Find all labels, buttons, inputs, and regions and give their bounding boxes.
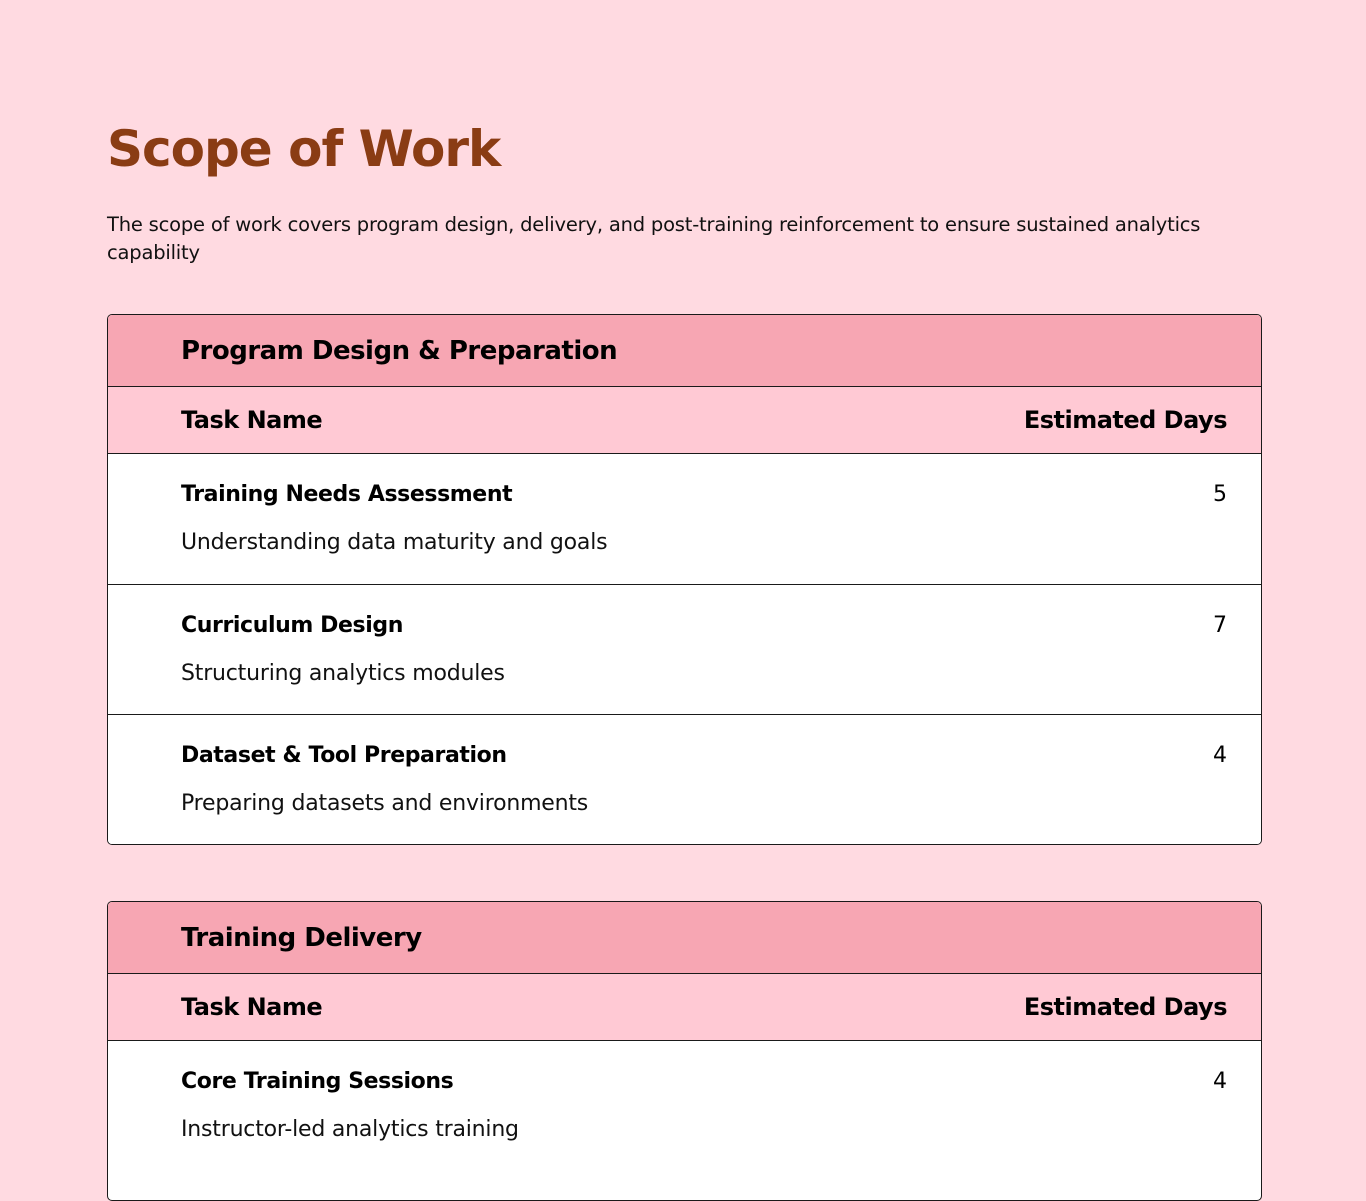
- task-days: 4: [1213, 743, 1227, 768]
- task-description: Preparing datasets and environments: [181, 791, 589, 816]
- task-row: [108, 1041, 1261, 1172]
- task-days: 5: [1213, 482, 1227, 507]
- task-description: Structuring analytics modules: [181, 660, 505, 686]
- task-days: 7: [1213, 612, 1227, 638]
- task-name: Core Training Sessions: [181, 1069, 454, 1094]
- section-title: Program Design & Preparation: [108, 315, 1261, 387]
- column-header-task-name: Task Name: [181, 993, 323, 1021]
- task-row: [108, 715, 1261, 845]
- task-description: Understanding data maturity and goals: [181, 530, 608, 555]
- section-title: Training Delivery: [108, 902, 1261, 974]
- column-header-task-name: Task Name: [181, 406, 323, 434]
- task-row: [108, 454, 1261, 585]
- section-program-design: [107, 314, 1262, 845]
- column-header-estimated-days: Estimated Days: [1023, 993, 1227, 1021]
- column-header-estimated-days: Estimated Days: [1023, 406, 1227, 434]
- page-title: Scope of Work: [107, 120, 501, 178]
- intro-paragraph: The scope of work covers program design, delivery, and post-training reinforcement to ensure sustained analytics capability: [107, 213, 1201, 264]
- task-name: Curriculum Design: [181, 612, 403, 638]
- task-name: Dataset & Tool Preparation: [181, 743, 507, 768]
- column-header-row: [108, 387, 1261, 454]
- column-header-row: [108, 974, 1261, 1041]
- task-name: Training Needs Assessment: [181, 482, 513, 507]
- task-days: 4: [1213, 1069, 1227, 1094]
- task-row: [108, 585, 1261, 716]
- task-description: Instructor-led analytics training: [181, 1117, 519, 1142]
- section-training-delivery: [107, 901, 1262, 1201]
